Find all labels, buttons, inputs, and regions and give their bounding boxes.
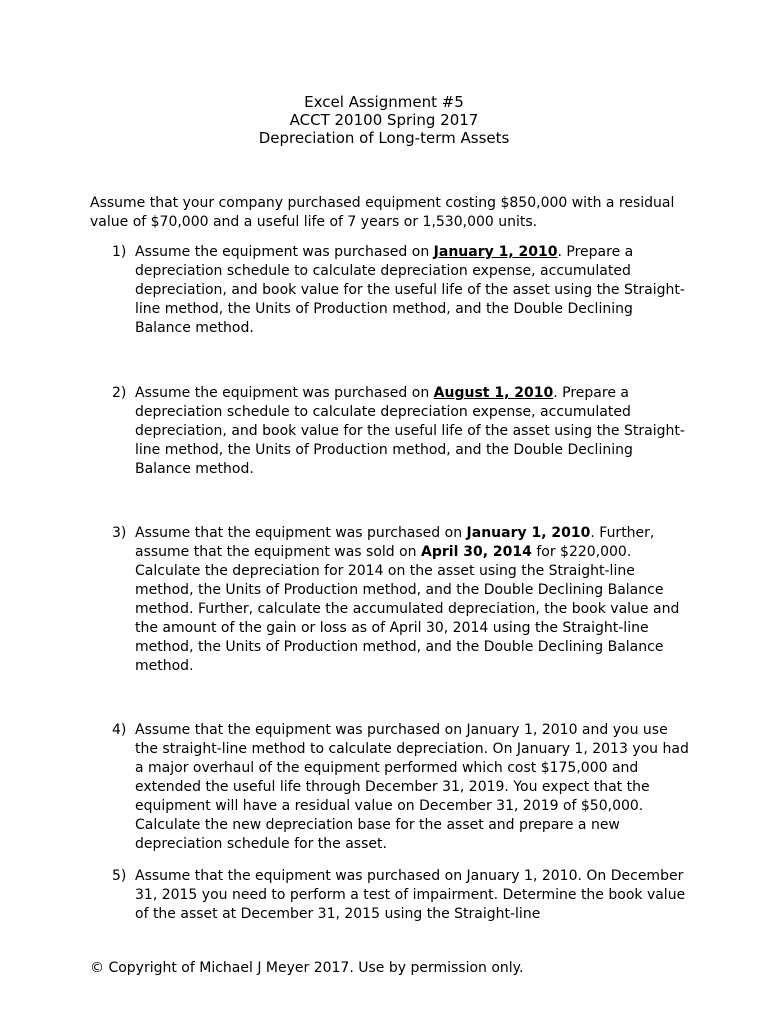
title-line-3: Depreciation of Long-term Assets bbox=[258, 129, 510, 147]
document-title bbox=[0, 93, 768, 147]
item-number: 1) bbox=[112, 244, 127, 260]
sale-date: April 30, 2014 bbox=[421, 544, 532, 560]
purchase-date: January 1, 2010 bbox=[466, 525, 591, 541]
item-text: Assume the equipment was purchased on January 1, 2010. Prepare a depreciation schedule to calculate depreciation expense, accumulated depreciation, and book value for the useful life of the asset using the Straight-line method, the Units of Production method, and the Double Declining Balance method. bbox=[135, 244, 685, 336]
item-text: Assume the equipment was purchased on August 1, 2010. Prepare a depreciation schedule to calculate depreciation expense, accumulated depreciation, and book value for the useful life of the asset using the Straight-line method, the Units of Production method, and the Double Declining Balance method. bbox=[135, 385, 685, 477]
purchase-date: August 1, 2010 bbox=[433, 385, 554, 401]
intro-paragraph: Assume that your company purchased equipment costing $850,000 with a residual value of $70,000 and a useful life of 7 years or 1,530,000 units. bbox=[90, 195, 675, 230]
list-item-3 bbox=[90, 524, 690, 676]
item-number: 3) bbox=[112, 525, 127, 541]
item-number: 5) bbox=[112, 868, 127, 884]
list-item-1 bbox=[90, 243, 690, 338]
copyright-footer: © Copyright of Michael J Meyer 2017. Use by permission only. bbox=[90, 960, 524, 976]
purchase-date: January 1, 2010 bbox=[433, 244, 558, 260]
item-text: Assume that the equipment was purchased on January 1, 2010. Further, assume that the equipment was sold on April 30, 2014 for $220,000. Calculate the depreciation for 2014 on the asset using the Straight-line method, the Units of Production method, and the Double Declining Balance method. Further, calculate the accumulated depreciation, the book value and the amount of the gain or loss as of April 30, 2014 using the Straight-line method, the Units of Production method, and the Double Declining Balance method. bbox=[135, 525, 680, 674]
list-item-4 bbox=[90, 721, 690, 854]
title-line-1: Excel Assignment #5 bbox=[304, 93, 464, 111]
item-text: Assume that the equipment was purchased on January 1, 2010 and you use the straight-line method to calculate depreciation. On January 1, 2013 you had a major overhaul of the equipment performed which cost $175,000 and extended the useful life through December 31, 2019. You expect that the equipment will have a residual value on December 31, 2019 of $50,000. Calculate the new depreciation base for the asset and prepare a new depreciation schedule for the asset. bbox=[135, 722, 689, 852]
list-item-5 bbox=[90, 867, 690, 924]
title-line-2: ACCT 20100 Spring 2017 bbox=[289, 111, 479, 129]
item-number: 2) bbox=[112, 385, 127, 401]
item-text: Assume that the equipment was purchased on January 1, 2010. On December 31, 2015 you need to perform a test of impairment. Determine the book value of the asset at December 31, 2015 using the Straight-line bbox=[135, 868, 686, 922]
list-item-2 bbox=[90, 384, 690, 479]
item-number: 4) bbox=[112, 722, 127, 738]
